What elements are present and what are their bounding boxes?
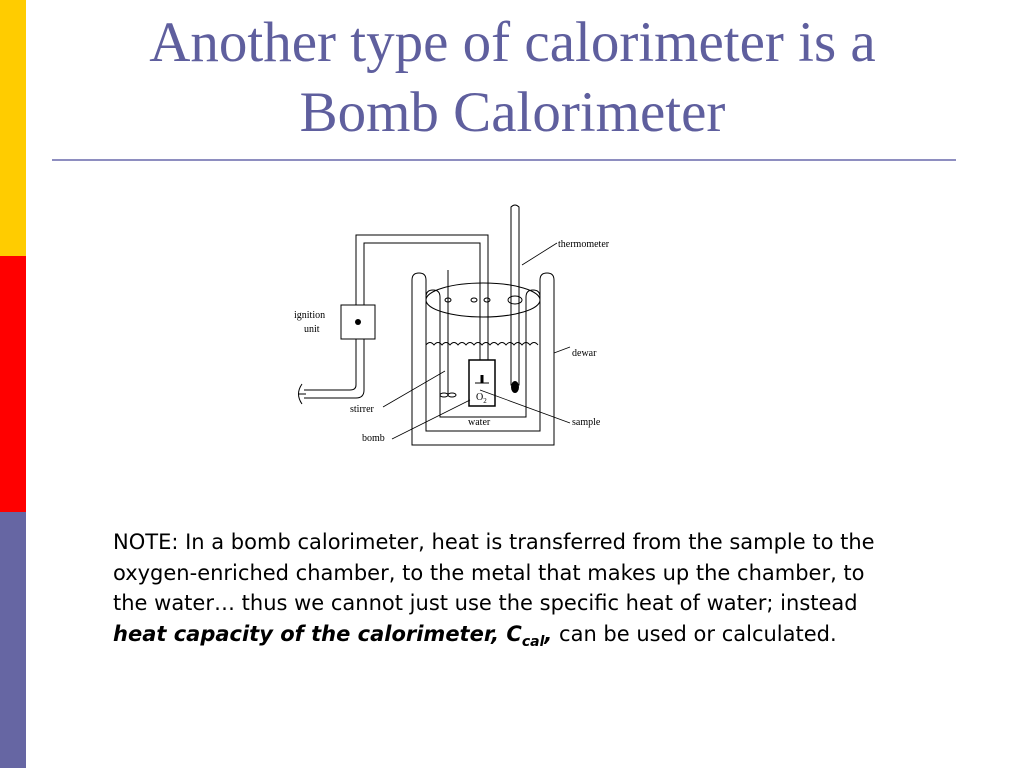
label-stirrer: stirrer	[350, 404, 374, 415]
note-paragraph	[113, 527, 903, 649]
title-line-2: Bomb Calorimeter	[299, 81, 726, 144]
label-bomb: bomb	[362, 433, 385, 444]
label-oxygen: $O_2$	[476, 392, 487, 405]
label-ignition-line2: unit	[304, 324, 320, 335]
note-text: NOTE: In a bomb calorimeter, heat is transferred from the sample to the oxygen-enriched chamber, to the metal that makes up the chamber, to the water… thus we cannot just use the specific heat of water; instead	[113, 530, 875, 615]
note-emphasis-subscript: cal	[521, 633, 545, 650]
label-dewar: dewar	[572, 348, 597, 359]
title-divider	[52, 159, 956, 161]
accent-bar-yellow	[0, 0, 26, 256]
bomb-calorimeter-diagram	[280, 195, 640, 460]
label-ignition-line1: ignition	[294, 310, 326, 321]
thermometer	[511, 205, 519, 385]
title-line-1: Another type of calorimeter is a	[149, 11, 876, 74]
accent-bar-red	[0, 256, 26, 512]
accent-bar-blue	[0, 512, 26, 768]
lid	[426, 283, 540, 317]
label-sample: sample	[572, 417, 601, 428]
note-emphasis: heat capacity of the calorimeter, $C_{cal}$,	[113, 621, 553, 650]
plug-cord	[304, 339, 364, 398]
note-ending: can be used or calculated.	[552, 621, 837, 646]
label-thermometer: thermometer	[558, 239, 610, 250]
water-surface	[426, 343, 538, 346]
slide-title	[60, 8, 965, 148]
label-water: water	[468, 417, 491, 428]
ignition-wire	[356, 235, 488, 360]
